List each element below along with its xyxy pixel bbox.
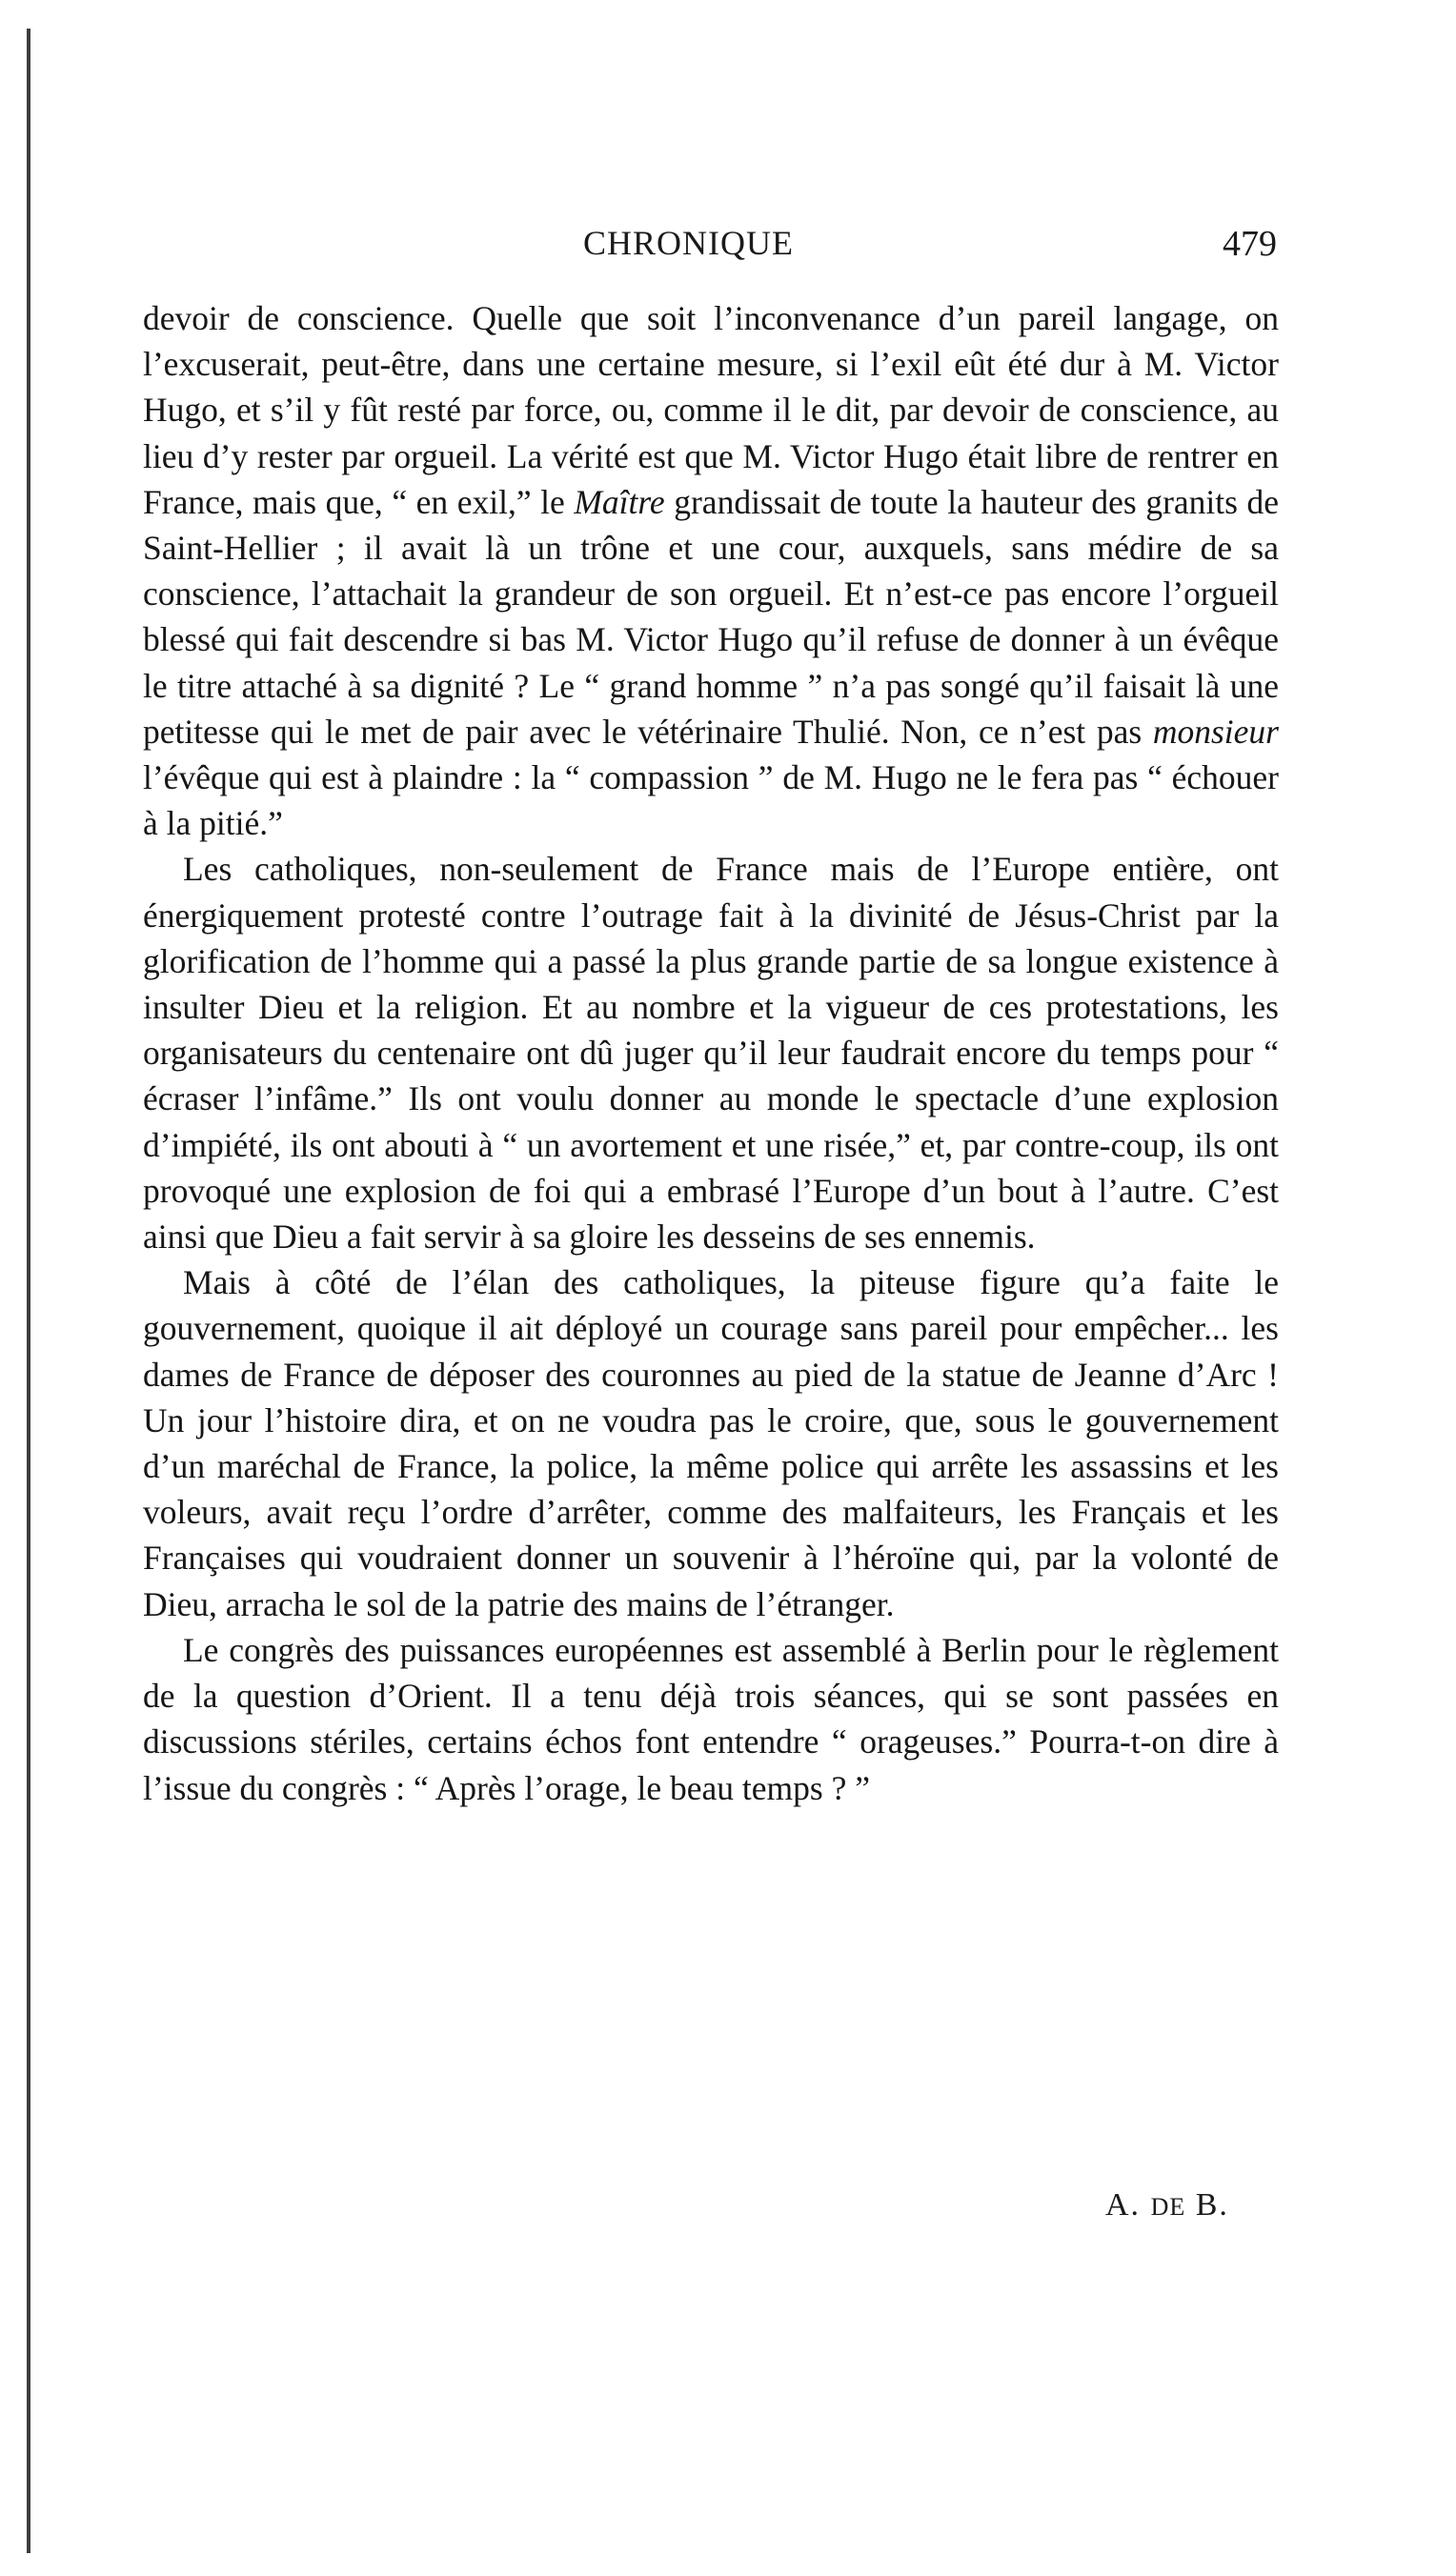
signature-initial: A.	[1105, 2187, 1142, 2223]
paragraph-1-part-b: grandissait de toute la hauteur des granits de Saint-Hellier ; il avait là un trône et une cour, auxquels, sans médire de sa conscience, l’attachait la grandeur de son orgueil. Et n’est-ce pas encore l’orgueil blessé qui fait descendre si bas M. Victor Hugo qu’il refuse de donner à un évêque le titre attaché à sa dignité ? Le “ grand homme ” n’a pas songé qu’il faisait là une petitesse qui le met de pair avec le vétérinaire Thulié. Non, ce n’est pas	[143, 482, 1280, 751]
italic-monsieur: monsieur	[1152, 712, 1279, 751]
paragraph-1-part-a: devoir de conscience. Quelle que soit l’inconvenance d’un pareil langage, on l’excuserait, peut-être, dans une certaine mesure, si l’exil eût été dur à M. Victor Hugo, et s’il y fût resté par force, ou, comme il le dit, par devoir de conscience, au lieu d’y rester par orgueil. La vérité est que M. Victor Hugo était libre de rentrer en France, mais que, “ en exil,” le	[143, 299, 1279, 521]
page-number: 479	[1223, 224, 1277, 264]
paragraph-2: Les catholiques, non-seulement de France mais de l’Europe entière, ont énergiquement protesté contre l’outrage fait à la divinité de Jésus-Christ par la glorification de l’homme qui a passé la plus grande partie de sa longue existence à insulter Dieu et la religion. Et au nombre et la vigueur de ces protestations, les organisateurs du centenaire ont dû juger qu’il leur faudrait encore du temps pour “ écraser l’infâme.” Ils ont voulu donner au monde le spectacle d’une explosion d’impiété, ils ont abouti à “ un avortement et une risée,” et, par contre-coup, ils ont provoqué une explosion de foi qui a embrasé l’Europe d’un bout à l’autre. C’est ainsi que Dieu a fait servir à sa gloire les desseins de ses ennemis.	[143, 850, 1279, 1257]
paragraph-1-part-c: l’évêque qui est à plaindre : la “ compassion ” de M. Hugo ne le fera pas “ échouer à la pitié.”	[143, 758, 1279, 843]
signature-particle: DE	[1150, 2193, 1186, 2221]
running-head: CHRONIQUE	[583, 224, 794, 262]
binding-edge-rule	[27, 29, 30, 2553]
italic-maitre: Maître	[574, 482, 665, 521]
paragraph-3: Mais à côté de l’élan des catholiques, la piteuse figure qu’a faite le gouvernement, quoique il ait déployé un courage sans pareil pour empêcher... les dames de France de déposer des couronnes au pied de la statue de Jeanne d’Arc ! Un jour l’histoire dira, et on ne voudra pas le croire, que, sous le gouvernement d’un maréchal de France, la police, la même police qui arrête les assassins et les voleurs, avait reçu l’ordre d’arrêter, comme des malfaiteurs, les Français et les Françaises qui voudraient donner un souvenir à l’héroïne qui, par la volonté de Dieu, arracha le sol de la patrie des mains de l’étranger.	[143, 1263, 1279, 1623]
paragraph-1	[143, 295, 1279, 846]
page-header	[0, 223, 1456, 271]
author-signature	[1105, 2187, 1229, 2224]
paragraph-4: Le congrès des puissances européennes est assemblé à Berlin pour le règlement de la question d’Orient. Il a tenu déjà trois séances, qui se sont passées en discussions stériles, certains échos font entendre “ orageuses.” Pourra-t-on dire à l’issue du congrès : “ Après l’orage, le beau temps ? ”	[143, 1630, 1279, 1807]
chronicle-text	[143, 295, 1279, 1811]
signature-name: B.	[1195, 2187, 1229, 2223]
